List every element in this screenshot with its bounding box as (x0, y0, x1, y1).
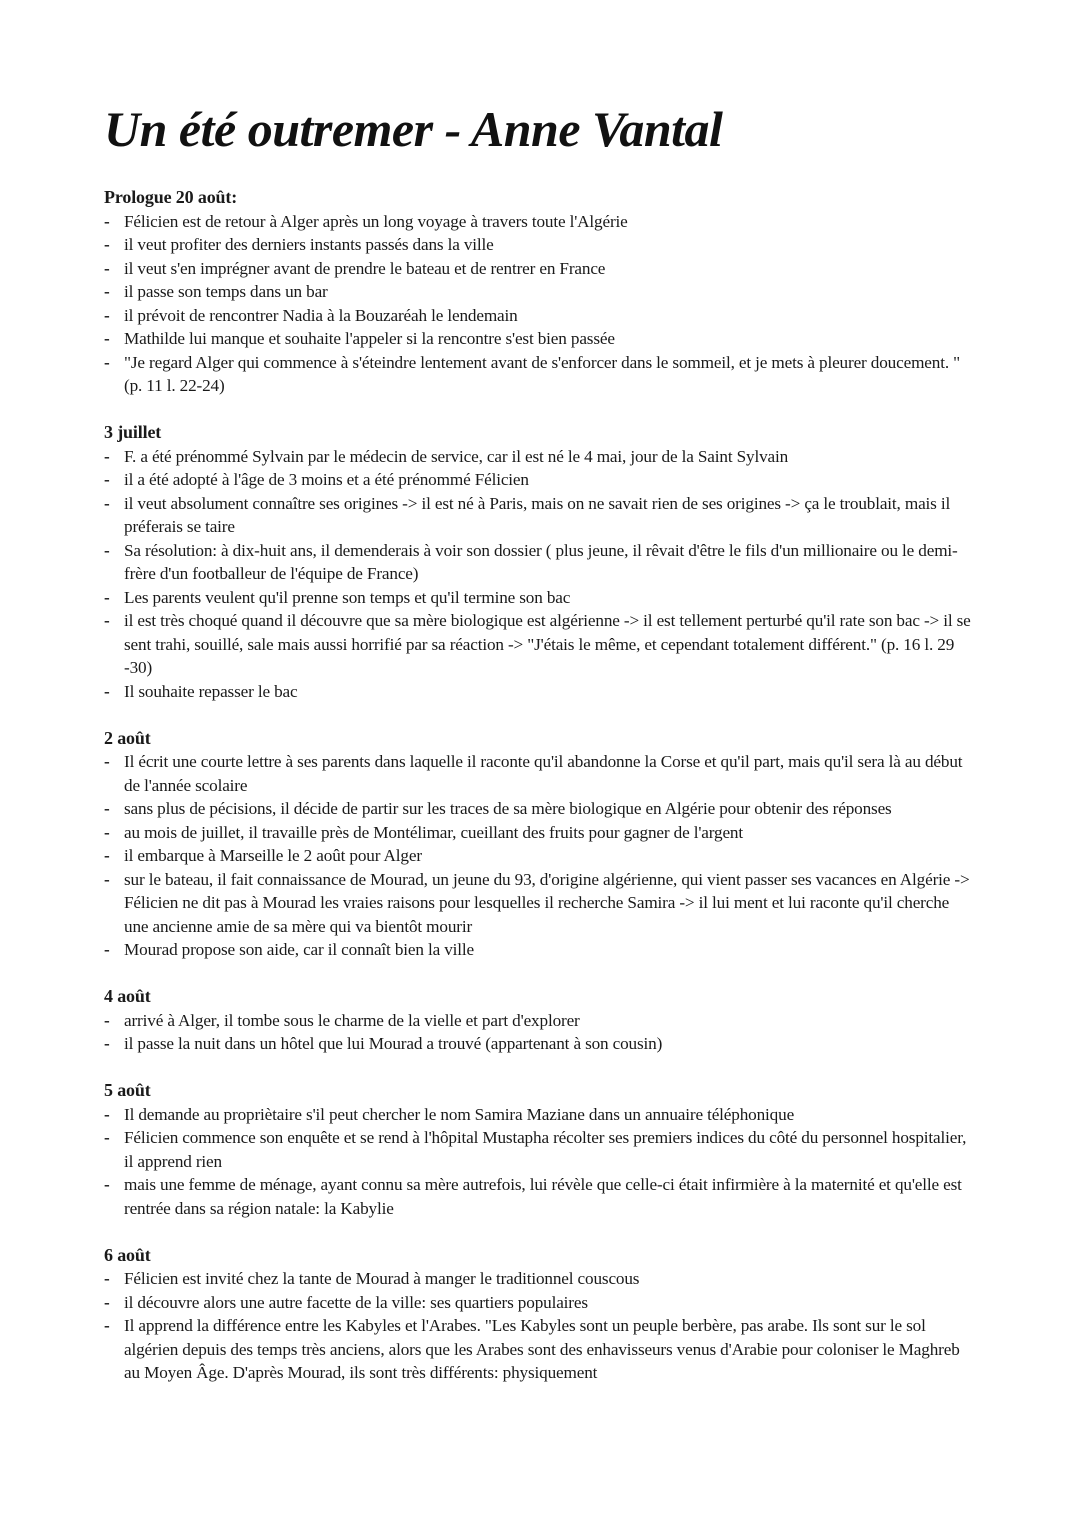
bullet-list (104, 1103, 974, 1221)
bullet-list (104, 1009, 974, 1056)
section-heading: 5 août (104, 1080, 151, 1100)
list-item: - Il écrit une courte lettre à ses parents dans laquelle il raconte qu'il abandonne la Corse et qu'il part, mais qu'il sera là au début de l'année scolaire (104, 750, 974, 797)
document-body (104, 186, 974, 1408)
list-item: - il embarque à Marseille le 2 août pour Alger (104, 844, 974, 868)
section-heading: 2 août (104, 727, 151, 748)
list-item: - Félicien commence son enquête et se rend à l'hôpital Mustapha récolter ses premiers indices du côté du personnel hospitalier, il apprend rien (104, 1126, 974, 1173)
list-item: - il veut profiter des derniers instants passés dans la ville (104, 233, 974, 257)
section-heading: Prologue 20 août: (104, 187, 238, 207)
list-item: - mais une femme de ménage, ayant connu sa mère autrefois, lui révèle que celle-ci était infirmière à la maternité et qu'elle est rentrée dans sa région natale: la Kabylie (104, 1173, 974, 1220)
list-item: - il passe la nuit dans un hôtel que lui Mourad a trouvé (appartenant à son cousin) (104, 1032, 974, 1056)
section (104, 985, 974, 1056)
section (104, 1079, 974, 1220)
section-heading: 3 juillet (104, 422, 162, 442)
list-item: - F. a été prénommé Sylvain par le médecin de service, car il est né le 4 mai, jour de la Saint Sylvain (104, 445, 974, 469)
list-item: - Mourad propose son aide, car il connaît bien la ville (104, 938, 974, 962)
bullet-list (104, 750, 974, 962)
section (104, 186, 974, 398)
list-item: - il découvre alors une autre facette de la ville: ses quartiers populaires (104, 1291, 974, 1315)
section (104, 727, 974, 962)
bullet-list (104, 1267, 974, 1385)
list-item: - sur le bateau, il fait connaissance de Mourad, un jeune du 93, d'origine algérienne, qui vient passer ses vacances en Algérie -> Félicien ne dit pas à Mourad les vraies raisons pour lesquelles il recherche Samira -> il lui ment et lui raconte qu'il cherche une ancienne amie de sa mère qui va bientôt mourir (104, 868, 974, 939)
list-item: - il passe son temps dans un bar (104, 280, 974, 304)
list-item: - sans plus de pécisions, il décide de partir sur les traces de sa mère biologique en Algérie pour obtenir des réponses (104, 797, 974, 821)
bullet-list (104, 210, 974, 398)
list-item: - il veut absolument connaître ses origines -> il est né à Paris, mais on ne savait rien de ses origines -> ça le troublait, mais il préferais se taire (104, 492, 974, 539)
list-item: - il est très choqué quand il découvre que sa mère biologique est algérienne -> il est tellement perturbé qu'il rate son bac -> il se sent trahi, souillé, sale mais aussi horrifié par sa réaction -> "J'étais le même, et cependant totalement différent." (p. 16 l. 29 -30) (104, 609, 974, 680)
list-item: - "Je regard Alger qui commence à s'éteindre lentement avant de s'enforcer dans le sommeil, et je mets à pleurer doucement. " (p. 11 l. 22-24) (104, 351, 974, 398)
list-item: - au mois de juillet, il travaille près de Montélimar, cueillant des fruits pour gagner de l'argent (104, 821, 974, 845)
list-item: - Félicien est invité chez la tante de Mourad à manger le traditionnel couscous (104, 1267, 974, 1291)
document-title: Un été outremer - Anne Vantal (104, 101, 723, 157)
section-heading: 4 août (104, 986, 151, 1006)
list-item: - Il souhaite repasser le bac (104, 680, 974, 704)
list-item: - arrivé à Alger, il tombe sous le charme de la vielle et part d'explorer (104, 1009, 974, 1033)
section-heading: 6 août (104, 1244, 151, 1265)
list-item: - il a été adopté à l'âge de 3 moins et a été prénommé Félicien (104, 468, 974, 492)
list-item: - Félicien est de retour à Alger après un long voyage à travers toute l'Algérie (104, 210, 974, 234)
list-item: - Mathilde lui manque et souhaite l'appeler si la rencontre s'est bien passée (104, 327, 974, 351)
list-item: - il prévoit de rencontrer Nadia à la Bouzaréah le lendemain (104, 304, 974, 328)
list-item: - Il apprend la différence entre les Kabyles et l'Arabes. "Les Kabyles sont un peuple berbère, pas arabe. Ils sont sur le sol algérien depuis des temps très anciens, alors que les Arabes sont des enhavisseurs venus d'Arabie pour coloniser le Maghreb au Moyen Âge. D'après Mourad, ils sont très différents: physiquement (104, 1314, 974, 1385)
list-item: - il veut s'en imprégner avant de prendre le bateau et de rentrer en France (104, 257, 974, 281)
list-item: - Les parents veulent qu'il prenne son temps et qu'il termine son bac (104, 586, 974, 610)
section (104, 421, 974, 703)
bullet-list (104, 445, 974, 704)
section (104, 1244, 974, 1385)
list-item: - Sa résolution: à dix-huit ans, il demenderais à voir son dossier ( plus jeune, il rêvait d'être le fils d'un millionaire ou le demi-frère d'un footballeur de l'équipe de France) (104, 539, 974, 586)
list-item: - Il demande au propriètaire s'il peut chercher le nom Samira Maziane dans un annuaire téléphonique (104, 1103, 974, 1127)
